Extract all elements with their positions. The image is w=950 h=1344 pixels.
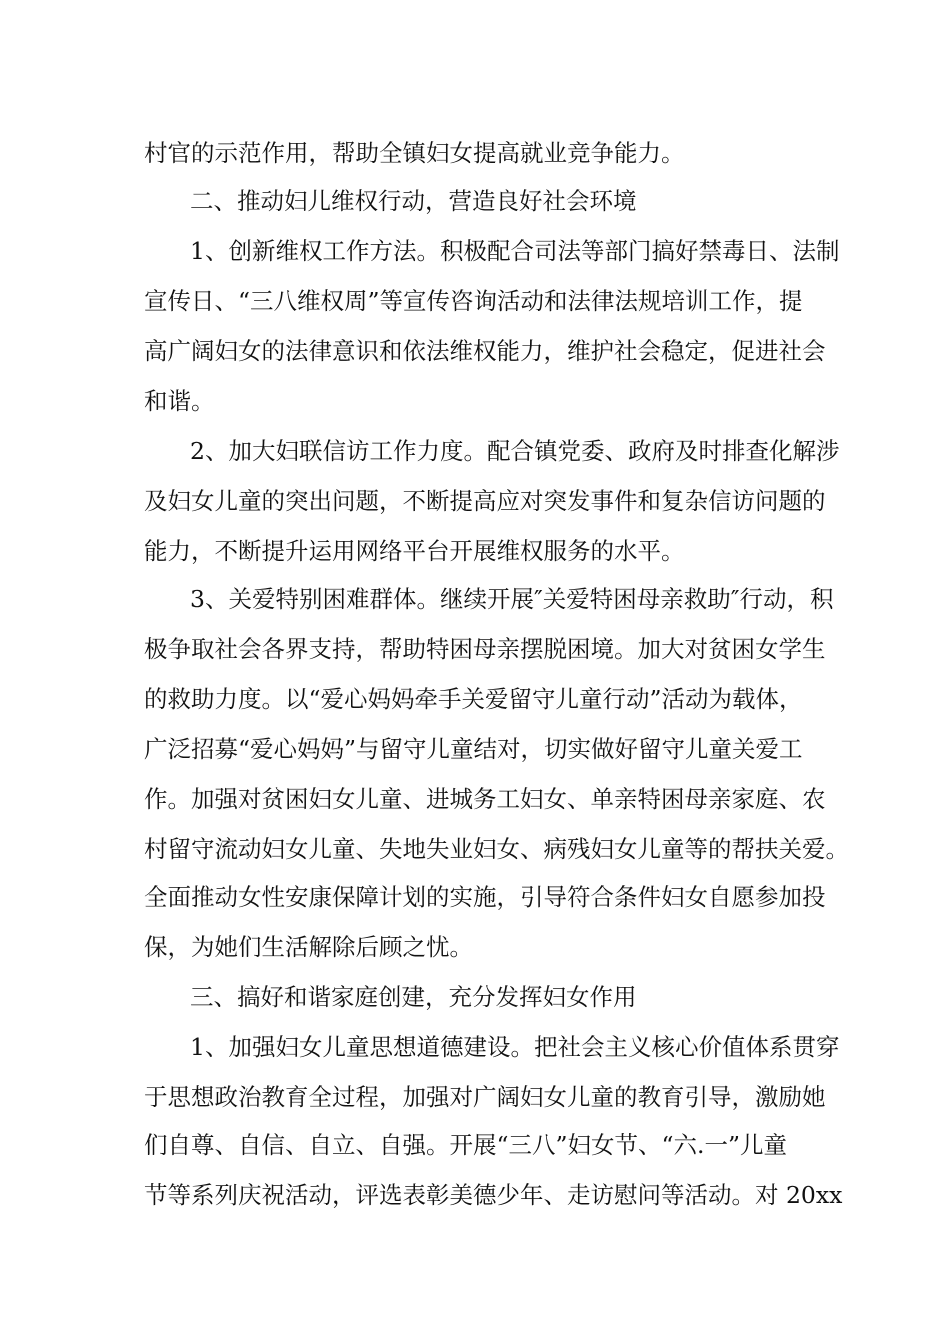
- text-line: 能力，不断提升运用网络平台开展维权服务的水平。: [144, 537, 685, 565]
- text-line: 全面推动女性安康保障计划的实施，引导符合条件妇女自愿参加投: [144, 883, 826, 911]
- text-line: 2、加大妇联信访工作力度。配合镇党委、政府及时排查化解涉: [190, 437, 840, 465]
- text-line: 节等系列庆祝活动，评选表彰美德少年、走访慰问等活动。对 20xx: [144, 1181, 843, 1209]
- text-line: 广泛招募“爱心妈妈”与留守儿童结对，切实做好留守儿童关爱工: [144, 735, 803, 763]
- section-heading: 二、推动妇儿维权行动，营造良好社会环境: [190, 187, 637, 215]
- text-line: 保，为她们生活解除后顾之忧。: [144, 933, 473, 961]
- text-line: 高广阔妇女的法律意识和依法维权能力，维护社会稳定，促进社会: [144, 337, 826, 365]
- text-line: 3、关爱特别困难群体。继续开展″关爱特困母亲救助″行动，积: [190, 585, 834, 613]
- section-heading: 三、搞好和谐家庭创建，充分发挥妇女作用: [190, 983, 637, 1011]
- text-line: 村官的示范作用，帮助全镇妇女提高就业竞争能力。: [144, 139, 685, 167]
- text-line: 们自尊、自信、自立、自强。开展“三八”妇女节、“六.一”儿童: [144, 1131, 788, 1159]
- text-line: 于思想政治教育全过程，加强对广阔妇女儿童的教育引导，激励她: [144, 1083, 826, 1111]
- text-line: 和谐。: [144, 387, 215, 415]
- text-line: 1、创新维权工作方法。积极配合司法等部门搞好禁毒日、法制: [190, 237, 840, 265]
- text-line: 的救助力度。以“爱心妈妈牵手关爱留守儿童行动”活动为载体，: [144, 685, 803, 713]
- text-line: 及妇女儿童的突出问题，不断提高应对突发事件和复杂信访问题的: [144, 487, 826, 515]
- text-line: 作。加强对贫困妇女儿童、进城务工妇女、单亲特困母亲家庭、农: [144, 785, 826, 813]
- text-line: 宣传日、“三八维权周”等宣传咨询活动和法律法规培训工作，提: [144, 287, 803, 315]
- text-line: 1、加强妇女儿童思想道德建设。把社会主义核心价值体系贯穿: [190, 1033, 840, 1061]
- text-line: 极争取社会各界支持，帮助特困母亲摆脱困境。加大对贫困女学生: [144, 635, 826, 663]
- text-line: 村留守流动妇女儿童、失地失业妇女、病残妇女儿童等的帮扶关爱。: [144, 835, 849, 863]
